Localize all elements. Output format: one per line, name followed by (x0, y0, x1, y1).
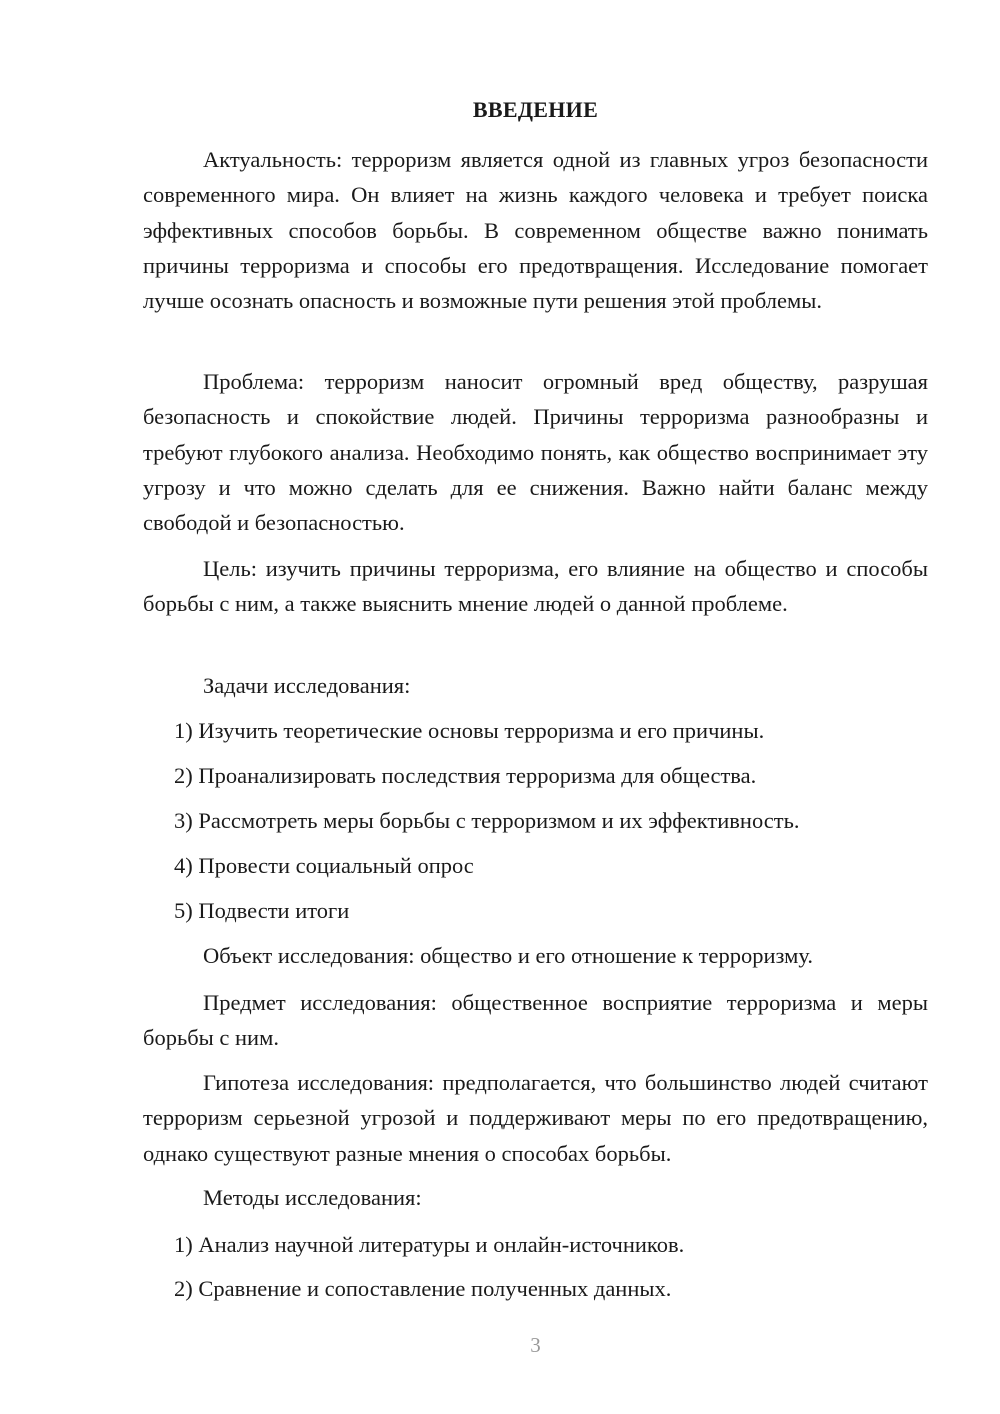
paragraph-subject: Предмет исследования: общественное восприятие терроризма и меры борьбы с ним. (143, 990, 928, 1051)
paragraph-goal: Цель: изучить причины терроризма, его влияние на общество и способы борьбы с ним, а также выяснить мнение людей о данной проблеме. (143, 556, 928, 617)
task-item-1: 1) Изучить теоретические основы терроризма и его причины. (174, 718, 765, 743)
tasks-label: Задачи исследования: (203, 673, 411, 698)
task-item-3: 3) Рассмотреть меры борьбы с терроризмом и их эффективность. (174, 808, 800, 833)
task-item-2: 2) Проанализировать последствия терроризма для общества. (174, 763, 757, 788)
paragraph-hypothesis: Гипотеза исследования: предполагается, что большинство людей считают терроризм серьезной угрозой и поддерживают меры по его предотвращению, однако существуют разные мнения о способах борьбы. (143, 1070, 928, 1166)
task-item-5: 5) Подвести итоги (174, 898, 350, 923)
page-number: 3 (530, 1333, 541, 1357)
section-heading: ВВЕДЕНИЕ (472, 97, 599, 122)
paragraph-problem: Проблема: терроризм наносит огромный вред обществу, разрушая безопасность и спокойствие людей. Причины терроризма разнообразны и требуют глубокого анализа. Необходимо понять, как общество воспринимает эту угрозу и что можно сделать для ее снижения. Важно найти баланс между свободой и безопасностью. (143, 369, 928, 536)
method-item-2: 2) Сравнение и сопоставление полученных данных. (174, 1276, 672, 1301)
paragraph-object: Объект исследования: общество и его отношение к терроризму. (203, 943, 813, 968)
document-page (143, 0, 928, 1414)
methods-label: Методы исследования: (203, 1185, 422, 1210)
method-item-1: 1) Анализ научной литературы и онлайн-источников. (174, 1232, 685, 1257)
paragraph-relevance: Актуальность: терроризм является одной из главных угроз безопасности современного мира. Он влияет на жизнь каждого человека и требует поиска эффективных способов борьбы. В современном обществе важно понимать причины терроризма и способы его предотвращения. Исследование помогает лучше осознать опасность и возможные пути решения этой проблемы. (143, 147, 928, 314)
task-item-4: 4) Провести социальный опрос (174, 853, 474, 878)
